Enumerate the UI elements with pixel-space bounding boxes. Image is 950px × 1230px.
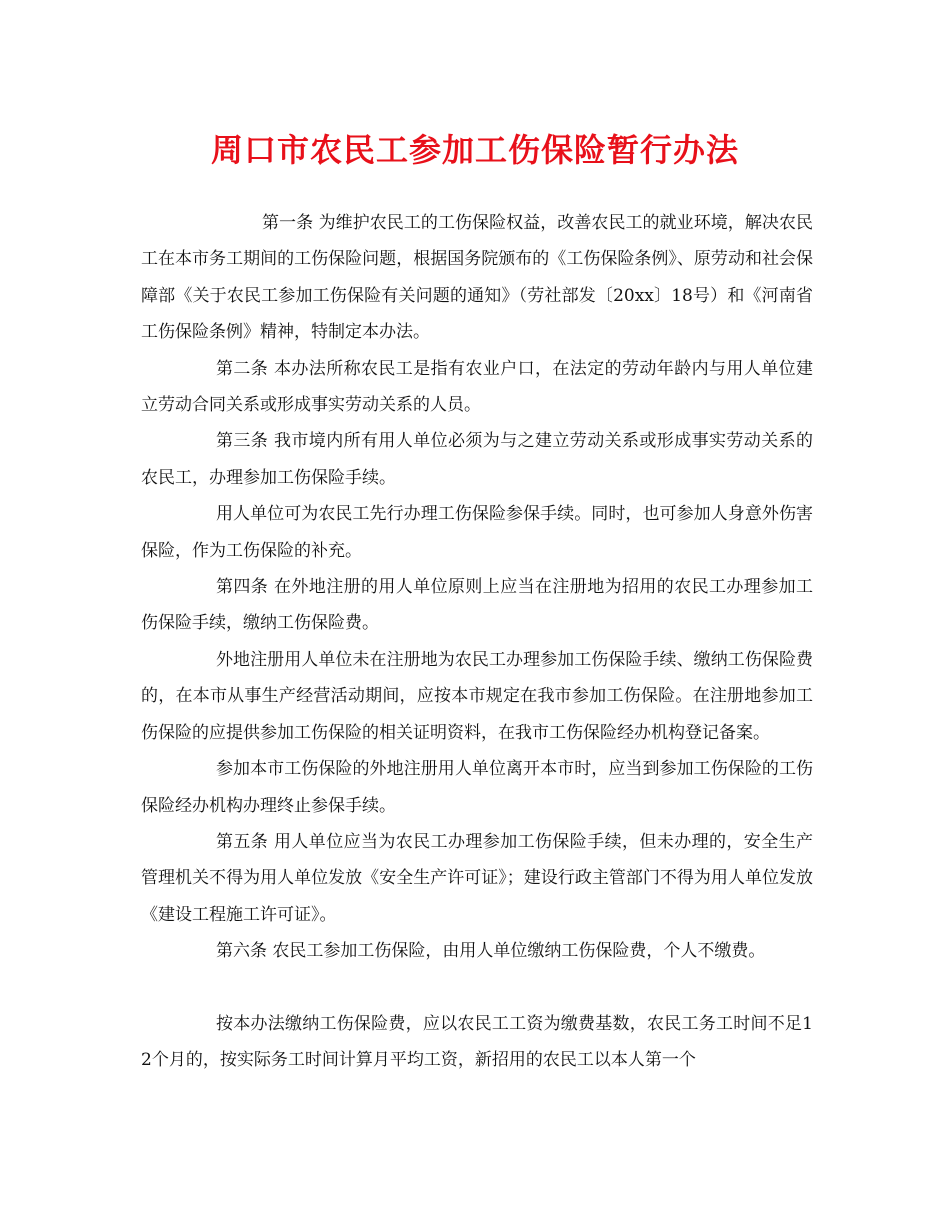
document-title: 周口市农民工参加工伤保险暂行办法 xyxy=(210,131,739,169)
document-body xyxy=(141,205,813,1078)
article-6-paragraph: 第六条 农民工参加工伤保险，由用人单位缴纳工伤保险费，个人不缴费。 xyxy=(216,941,766,962)
article-3-paragraph: 第三条 我市境内所有用人单位必须为与之建立劳动关系或形成事实劳动关系的农民工，办理参加工伤保险手续。 xyxy=(141,431,813,488)
article-3-supplement-paragraph: 用人单位可为农民工先行办理工伤保险参保手续。同时，也可参加人身意外伤害保险，作为工伤保险的补充。 xyxy=(141,504,813,561)
contribution-basis-paragraph: 按本办法缴纳工伤保险费，应以农民工工资为缴费基数，农民工务工时间不足12个月的，按实际务工时间计算月平均工资，新招用的农民工以本人第一个 xyxy=(141,1013,813,1070)
article-4-paragraph: 第四条 在外地注册的用人单位原则上应当在注册地为招用的农民工办理参加工伤保险手续，缴纳工伤保险费。 xyxy=(141,577,813,634)
article-1-paragraph: 第一条 为维护农民工的工伤保险权益，改善农民工的就业环境，解决农民工在本市务工期间的工伤保险问题，根据国务院颁布的《工伤保险条例》、原劳动和社会保障部《关于农民工参加工伤保险有关问题的通知》（劳社部发〔20xx〕18号）和《河南省工伤保险条例》精神，特制定本办法。 xyxy=(141,213,813,343)
article-5-paragraph: 第五条 用人单位应当为农民工办理参加工伤保险手续，但未办理的，安全生产管理机关不得为用人单位发放《安全生产许可证》；建设行政主管部门不得为用人单位发放《建设工程施工许可证》。 xyxy=(141,831,813,925)
article-4-supplement-paragraph: 外地注册用人单位未在注册地为农民工办理参加工伤保险手续、缴纳工伤保险费的，在本市从事生产经营活动期间，应按本市规定在我市参加工伤保险。在注册地参加工伤保险的应提供参加工伤保险的相关证明资料，在我市工伤保险经办机构登记备案。 xyxy=(141,649,813,743)
article-2-paragraph: 第二条 本办法所称农民工是指有农业户口，在法定的劳动年龄内与用人单位建立劳动合同关系或形成事实劳动关系的人员。 xyxy=(141,358,813,416)
article-4-termination-paragraph: 参加本市工伤保险的外地注册用人单位离开本市时，应当到参加工伤保险的工伤保险经办机构办理终止参保手续。 xyxy=(141,759,813,816)
